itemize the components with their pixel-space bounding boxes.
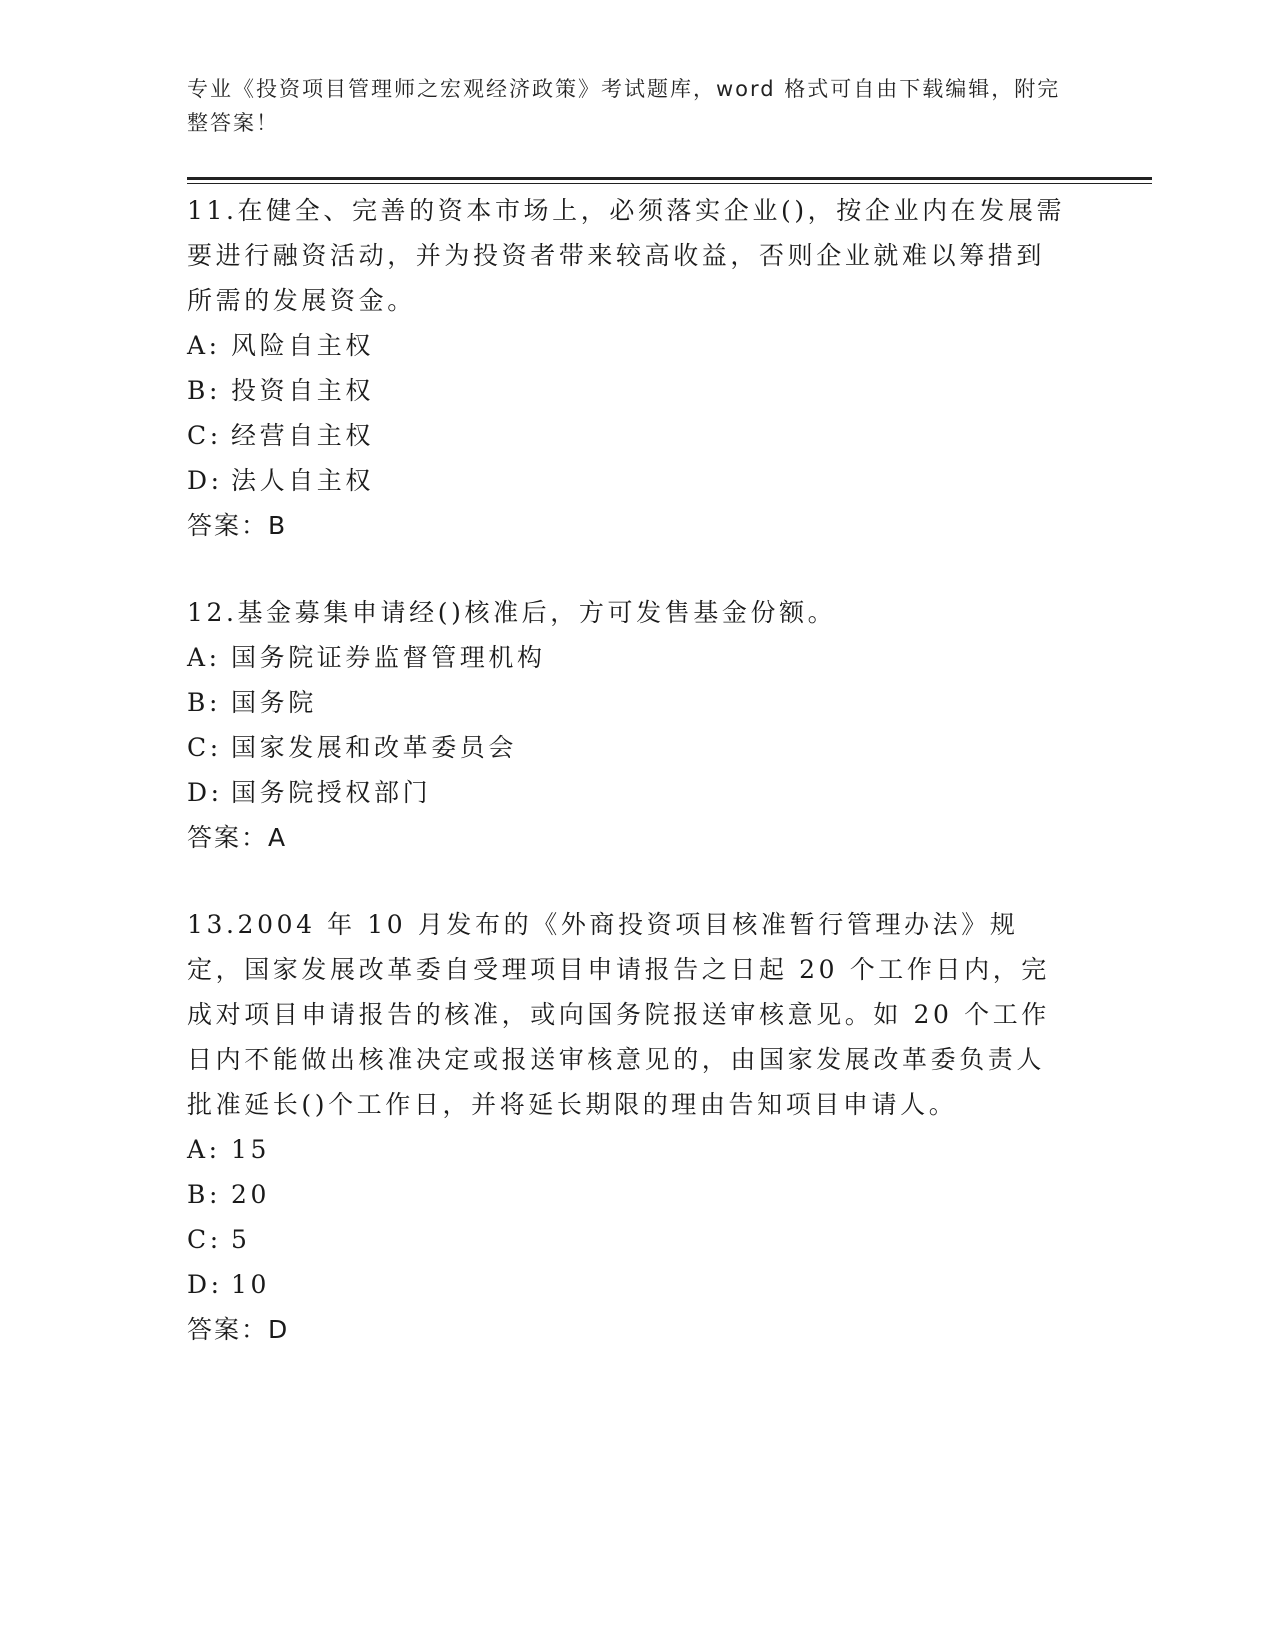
option-key: C: — [187, 421, 222, 450]
option-key: B: — [187, 688, 221, 717]
option-b — [187, 368, 1067, 413]
option-key: D: — [187, 778, 223, 807]
option-text: 国务院 — [231, 688, 317, 717]
question-12 — [187, 590, 1067, 860]
option-text: 10 — [231, 1270, 271, 1299]
question-stem: 12.基金募集申请经()核准后，方可发售基金份额。 — [187, 598, 837, 627]
option-key: C: — [187, 733, 222, 762]
question-11 — [187, 188, 1067, 548]
option-b — [187, 1172, 1067, 1217]
option-text: 经营自主权 — [231, 421, 375, 450]
option-a — [187, 323, 1067, 368]
option-text: 法人自主权 — [231, 466, 375, 495]
option-key: B: — [187, 1180, 221, 1209]
option-key: C: — [187, 1225, 222, 1254]
answer-text: 答案：D — [187, 1315, 290, 1344]
option-text: 国务院授权部门 — [231, 778, 432, 807]
question-13 — [187, 902, 1067, 1352]
option-d — [187, 1262, 1067, 1307]
question-stem: 11.在健全、完善的资本市场上，必须落实企业()，按企业内在发展需要进行融资活动，并为投资者带来较高收益，否则企业就难以筹措到所需的发展资金。 — [187, 196, 1066, 315]
option-c — [187, 1217, 1067, 1262]
option-text: 投资自主权 — [231, 376, 375, 405]
option-text: 国务院证券监督管理机构 — [231, 643, 546, 672]
question-stem: 13.2004 年 10 月发布的《外商投资项目核准暂行管理办法》规定，国家发展改革委自受理项目申请报告之日起 20 个工作日内，完成对项目申请报告的核准，或向国务院报送审核意见。如 20 个工作日内不能做出核准决定或报送审核意见的，由国家发展改革委负责人批准延长()个工作日，并将延长期限的理由告知项目申请人。 — [187, 910, 1050, 1119]
option-key: B: — [187, 376, 221, 405]
option-d — [187, 770, 1067, 815]
option-a — [187, 1127, 1067, 1172]
option-key: D: — [187, 1270, 223, 1299]
option-text: 15 — [231, 1135, 271, 1164]
option-key: A: — [187, 331, 221, 360]
header-rule — [187, 177, 1152, 180]
option-b — [187, 680, 1067, 725]
option-text: 20 — [231, 1180, 271, 1209]
document-header: 专业《投资项目管理师之宏观经济政策》考试题库，word 格式可自由下载编辑，附完整答案！ — [187, 77, 1061, 135]
option-text: 国家发展和改革委员会 — [231, 733, 518, 762]
option-c — [187, 725, 1067, 770]
question-list — [187, 188, 1067, 1394]
option-key: A: — [187, 1135, 221, 1164]
answer-text: 答案：A — [187, 823, 288, 852]
option-text: 风险自主权 — [231, 331, 375, 360]
option-key: A: — [187, 643, 221, 672]
option-key: D: — [187, 466, 223, 495]
option-text: 5 — [231, 1225, 251, 1254]
answer-text: 答案：B — [187, 511, 288, 540]
header-rule-thin — [187, 183, 1152, 184]
option-d — [187, 458, 1067, 503]
option-c — [187, 413, 1067, 458]
option-a — [187, 635, 1067, 680]
